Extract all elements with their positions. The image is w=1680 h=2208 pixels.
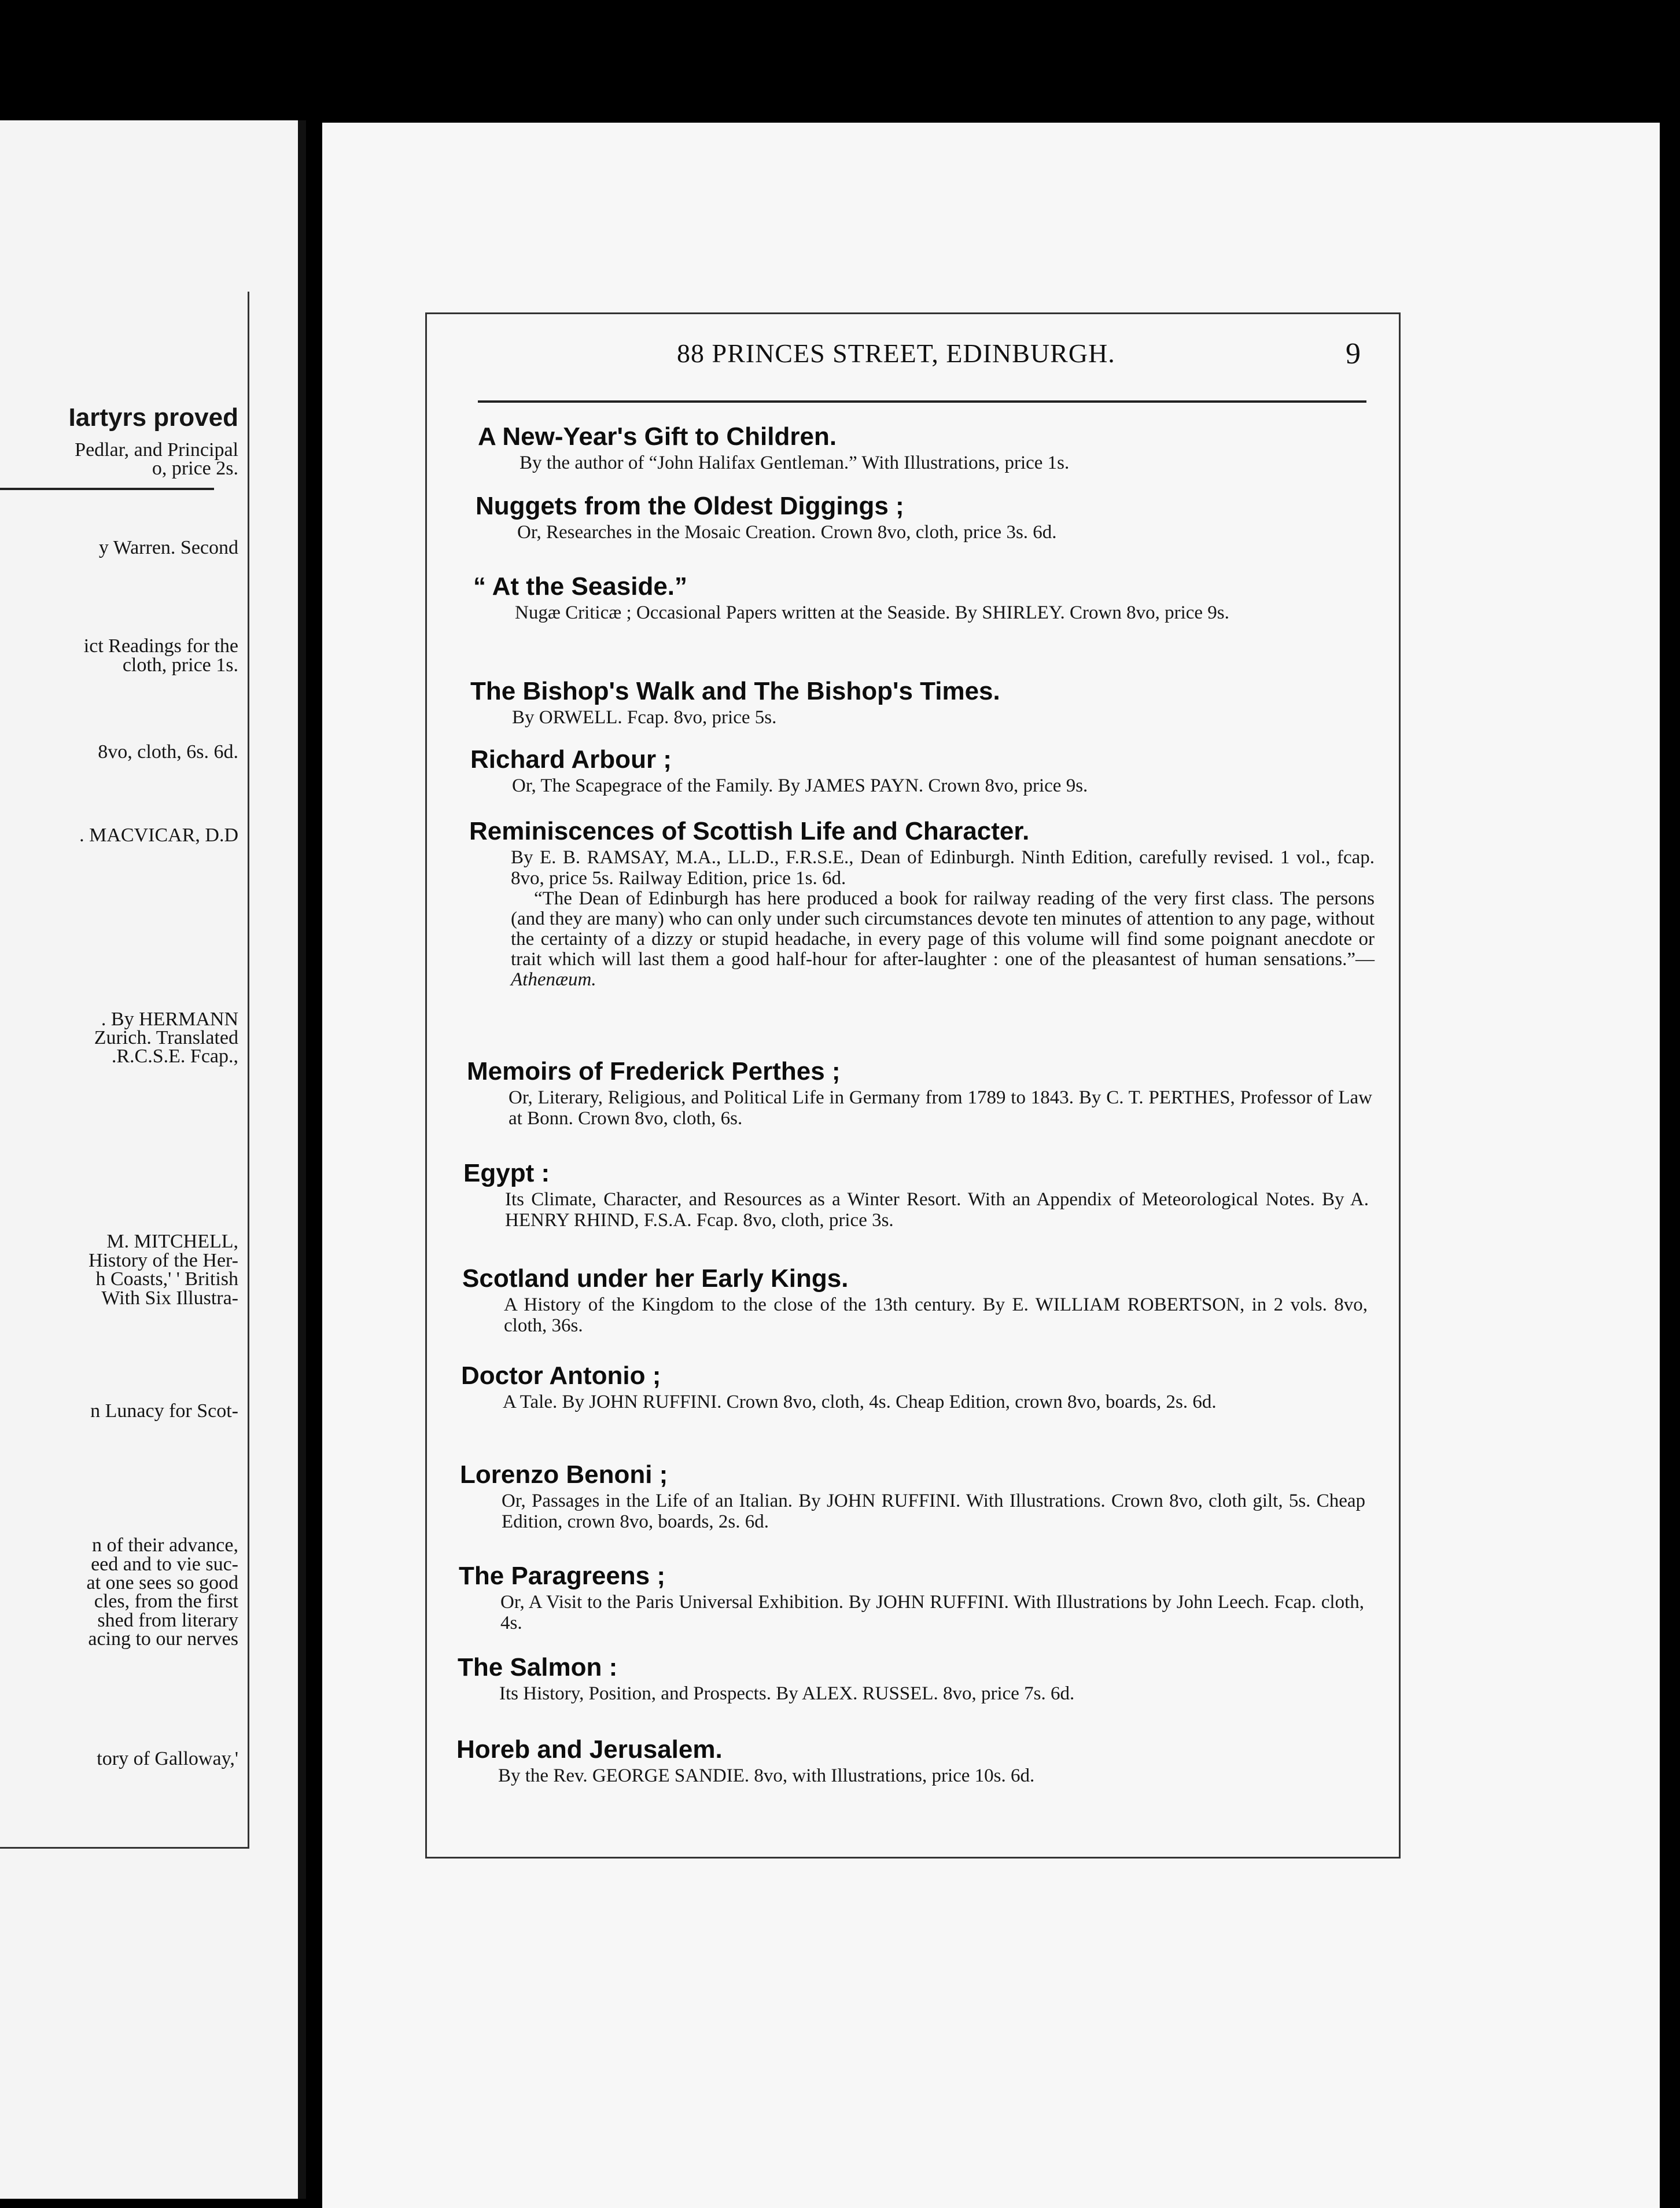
catalogue-entry <box>462 1263 1368 1336</box>
left-page-fragment-line: .R.C.S.E. Fcap., <box>111 1046 238 1067</box>
catalogue-entry <box>470 676 1376 728</box>
left-page-fragment-line: . MACVICAR, D.D <box>79 825 238 846</box>
left-page-fragment-line: 8vo, cloth, 6s. 6d. <box>98 741 238 763</box>
left-page-fragment-line: n Lunacy for Scot- <box>90 1400 238 1422</box>
catalogue-entry <box>469 816 1375 990</box>
entry-title: Nuggets from the Oldest Diggings ; <box>476 492 904 520</box>
left-page-fragment <box>0 120 306 2199</box>
catalogue-entry <box>473 571 1379 623</box>
left-page-fragment-line: h Coasts,' ' British <box>95 1268 238 1290</box>
entry-description: By ORWELL. Fcap. 8vo, price 5s. <box>512 707 777 728</box>
entry-description: By the Rev. GEORGE SANDIE. 8vo, with Illustrations, price 10s. 6d. <box>498 1765 1035 1786</box>
left-page-fragment-line: n of their advance, <box>92 1534 238 1556</box>
entry-description: Or, Literary, Religious, and Political Life in Germany from 1789 to 1843. By C. T. PERTHES, Professor of Law at Bonn. Crown 8vo, cloth, 6s. <box>509 1087 1372 1129</box>
left-page-fragment-line: Iartyrs proved <box>68 403 238 432</box>
catalogue-entry <box>470 744 1376 796</box>
entry-description: Or, Researches in the Mosaic Creation. Crown 8vo, cloth, price 3s. 6d. <box>517 522 1057 543</box>
left-page-fragment-line: eed and to vie suc- <box>91 1554 238 1575</box>
left-page-fragment-line: History of the Her- <box>89 1250 238 1271</box>
entry-title: A New-Year's Gift to Children. <box>478 422 837 451</box>
left-page-fragment-line: M. MITCHELL, <box>106 1231 238 1252</box>
entry-title: “ At the Seaside.” <box>473 572 688 601</box>
header-rule <box>478 400 1366 403</box>
entry-title: Richard Arbour ; <box>470 745 672 774</box>
left-page-fragment-line: at one sees so good <box>86 1572 238 1594</box>
left-page-fragment-line: cles, from the first <box>94 1591 238 1612</box>
running-head: 88 PRINCES STREET, EDINBURGH. <box>677 338 1115 368</box>
page-number: 9 <box>1346 337 1361 370</box>
entry-title: The Salmon : <box>458 1653 618 1681</box>
entry-description: Nugæ Criticæ ; Occasional Papers written at the Seaside. By SHIRLEY. Crown 8vo, price 9s. <box>515 602 1229 623</box>
catalogue-entry <box>467 1056 1372 1129</box>
left-page-fragment-line: cloth, price 1s. <box>122 654 238 676</box>
entry-description: Its History, Position, and Prospects. By ALEX. RUSSEL. 8vo, price 7s. 6d. <box>499 1683 1075 1704</box>
entry-description: A Tale. By JOHN RUFFINI. Crown 8vo, cloth, 4s. Cheap Edition, crown 8vo, boards, 2s. 6d. <box>503 1392 1217 1412</box>
entry-title: Horeb and Jerusalem. <box>456 1735 723 1764</box>
entry-title: Reminiscences of Scottish Life and Character. <box>469 817 1030 845</box>
left-page-fragment-line: o, price 2s. <box>152 458 238 479</box>
catalogue-entry <box>460 1459 1365 1532</box>
review-quote-source: Athenæum. <box>511 969 596 990</box>
entry-title: Egypt : <box>463 1159 550 1187</box>
left-page-fragment-line: tory of Galloway,' <box>97 1748 238 1769</box>
entry-description: Or, The Scapegrace of the Family. By JAMES PAYN. Crown 8vo, price 9s. <box>512 775 1088 796</box>
left-page-fragment-line: ict Readings for the <box>83 635 238 657</box>
entry-title: The Paragreens ; <box>459 1562 666 1590</box>
left-page-fragment-line: shed from literary <box>97 1610 238 1631</box>
entry-title: Lorenzo Benoni ; <box>460 1460 668 1489</box>
entry-description: Or, Passages in the Life of an Italian. By JOHN RUFFINI. With Illustrations. Crown 8vo, cloth gilt, 5s. Cheap Edition, crown 8vo, boards, 2s. 6d. <box>502 1491 1365 1532</box>
catalogue-entry <box>463 1158 1369 1231</box>
left-page-fragment-line: Pedlar, and Principal <box>75 439 238 461</box>
catalogue-entry <box>476 491 1381 543</box>
catalogue-entry <box>459 1561 1364 1633</box>
left-page-fragment-line: . By HERMANN <box>101 1009 238 1030</box>
entry-description: Its Climate, Character, and Resources as a Winter Resort. With an Appendix of Meteorological Notes. By A. HENRY RHIND, F.S.A. Fcap. 8vo, cloth, price 3s. <box>505 1189 1369 1231</box>
review-quote-text: “The Dean of Edinburgh has here produced a book for railway reading of the very first class. The persons (and they are many) who can only under such circumstances devote ten minutes of attention to any page, without the certainty of a dizzy or stupid headache, in every page of this volume will find some poignant anecdote or trait which will last them a good half-hour for after-laughter : one of the pleasantest of human sensations.”— <box>511 888 1375 970</box>
catalogue-entry <box>458 1652 1363 1704</box>
entry-title: Memoirs of Frederick Perthes ; <box>467 1057 841 1085</box>
entry-title: Doctor Antonio ; <box>461 1361 661 1390</box>
entry-title: The Bishop's Walk and The Bishop's Times. <box>470 677 1000 705</box>
left-page-rule <box>0 488 214 490</box>
catalogue-entry <box>478 421 1383 473</box>
entry-description: Or, A Visit to the Paris Universal Exhibition. By JOHN RUFFINI. With Illustrations by John Leech. Fcap. cloth, 4s. <box>500 1592 1364 1633</box>
left-page-fragment-line: With Six Illustra- <box>101 1287 238 1309</box>
left-page-fragment-line: acing to our nerves <box>88 1628 238 1650</box>
entry-description: A History of the Kingdom to the close of the 13th century. By E. WILLIAM ROBERTSON, in 2 vols. 8vo, cloth, 36s. <box>504 1294 1368 1336</box>
entry-description: By E. B. RAMSAY, M.A., LL.D., F.R.S.E., Dean of Edinburgh. Ninth Edition, carefully revised. 1 vol., fcap. 8vo, price 5s. Railway Edition, price 1s. 6d. <box>511 847 1375 889</box>
entry-review-quote <box>511 889 1375 990</box>
entry-title: Scotland under her Early Kings. <box>462 1264 849 1293</box>
left-page-fragment-line: y Warren. Second <box>98 537 238 558</box>
catalogue-entry <box>461 1360 1366 1412</box>
entry-description: By the author of “John Halifax Gentleman.” With Illustrations, price 1s. <box>520 452 1070 473</box>
catalogue-entry <box>456 1734 1362 1786</box>
left-page-fragment-line: Zurich. Translated <box>94 1027 238 1048</box>
